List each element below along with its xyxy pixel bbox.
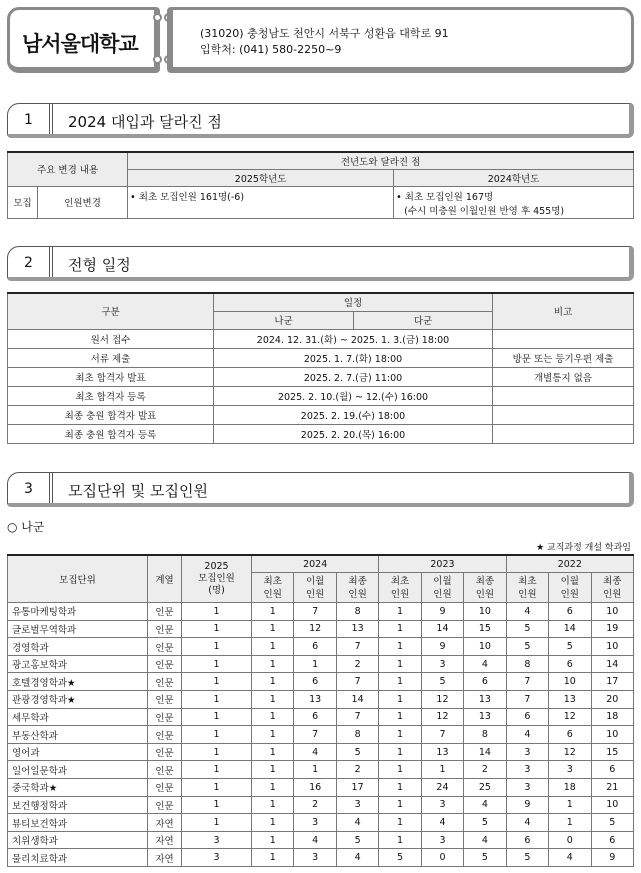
cell-carry-2024: 7 bbox=[294, 726, 336, 744]
header-unit: 모집단위 bbox=[8, 555, 148, 603]
university-name: 남서울대학교 bbox=[22, 32, 138, 56]
cell-quota-2025: 1 bbox=[182, 620, 252, 638]
table-row bbox=[8, 743, 634, 761]
schedule-date: 2025. 2. 20.(목) 16:00 bbox=[214, 424, 493, 443]
header-carry-2022: 이월 인원 bbox=[549, 573, 591, 603]
cell-final-2022: 14 bbox=[591, 655, 634, 673]
cell-carry-2024: 6 bbox=[294, 673, 336, 691]
header-carry-2023: 이월 인원 bbox=[421, 573, 463, 603]
cell-final-2024: 7 bbox=[336, 708, 378, 726]
cell-first-2024: 1 bbox=[252, 691, 294, 709]
cell-track: 인문 bbox=[148, 603, 182, 621]
cell-final-2022: 19 bbox=[591, 620, 634, 638]
header-da-group: 다군 bbox=[354, 311, 493, 329]
cell-quota-2025: 1 bbox=[182, 761, 252, 779]
header-final-2022: 최종 인원 bbox=[591, 573, 634, 603]
section-title: 모집단위 및 모집인원 bbox=[68, 482, 208, 500]
cell-final-2023: 10 bbox=[464, 638, 506, 656]
schedule-label: 최초 합격자 발표 bbox=[8, 367, 214, 386]
cell-track: 인문 bbox=[148, 743, 182, 761]
row-category: 모집 bbox=[8, 186, 38, 218]
cell-first-2024: 1 bbox=[252, 849, 294, 867]
cell-first-2023: 1 bbox=[379, 726, 421, 744]
cell-track: 자연 bbox=[148, 849, 182, 867]
header-final-2023: 최종 인원 bbox=[464, 573, 506, 603]
cell-first-2022: 8 bbox=[506, 655, 548, 673]
cell-final-2023: 5 bbox=[464, 849, 506, 867]
cell-carry-2022: 5 bbox=[549, 638, 591, 656]
cell-quota-2025: 1 bbox=[182, 673, 252, 691]
cell-unit: 뷰티보건학과 bbox=[8, 814, 148, 832]
header-year-2022: 2022 bbox=[506, 555, 633, 573]
schedule-note: 방문 또는 등기우편 제출 bbox=[493, 348, 634, 367]
cell-carry-2024: 4 bbox=[294, 831, 336, 849]
schedule-label: 원서 접수 bbox=[8, 329, 214, 348]
header-2024: 2024학년도 bbox=[394, 169, 634, 186]
cell-final-2022: 5 bbox=[591, 814, 634, 832]
cell-final-2023: 13 bbox=[464, 708, 506, 726]
cell-carry-2023: 9 bbox=[421, 603, 463, 621]
table-row bbox=[8, 620, 634, 638]
cell-final-2022: 20 bbox=[591, 691, 634, 709]
schedule-label: 서류 제출 bbox=[8, 348, 214, 367]
cell-unit: 세무학과 bbox=[8, 708, 148, 726]
cell-final-2024: 3 bbox=[336, 796, 378, 814]
cell-first-2023: 1 bbox=[379, 603, 421, 621]
cell-final-2024: 2 bbox=[336, 655, 378, 673]
cell-carry-2022: 3 bbox=[549, 761, 591, 779]
cell-first-2024: 1 bbox=[252, 603, 294, 621]
schedule-row bbox=[8, 405, 634, 424]
schedule-note bbox=[493, 329, 634, 348]
header-carry-2024: 이월 인원 bbox=[294, 573, 336, 603]
cell-final-2024: 7 bbox=[336, 673, 378, 691]
schedule-date: 2025. 2. 19.(수) 18:00 bbox=[214, 405, 493, 424]
cell-track: 인문 bbox=[148, 638, 182, 656]
group-subtitle: ○ 나군 bbox=[7, 520, 45, 534]
cell-final-2023: 8 bbox=[464, 726, 506, 744]
schedule-date: 2025. 1. 7.(화) 18:00 bbox=[214, 348, 493, 367]
schedule-note bbox=[493, 386, 634, 405]
cell-unit: 영어과 bbox=[8, 743, 148, 761]
cell-first-2022: 9 bbox=[506, 796, 548, 814]
cell-track: 인문 bbox=[148, 708, 182, 726]
cell-carry-2024: 1 bbox=[294, 655, 336, 673]
cell-first-2023: 1 bbox=[379, 761, 421, 779]
cell-first-2022: 3 bbox=[506, 743, 548, 761]
cell-first-2024: 1 bbox=[252, 831, 294, 849]
cell-first-2022: 4 bbox=[506, 603, 548, 621]
cell-final-2024: 8 bbox=[336, 726, 378, 744]
cell-final-2022: 21 bbox=[591, 779, 634, 797]
cell-carry-2024: 16 bbox=[294, 779, 336, 797]
circle-bullet-icon: ○ bbox=[7, 520, 22, 534]
cell-final-2023: 15 bbox=[464, 620, 506, 638]
cell-unit: 글로벌무역학과 bbox=[8, 620, 148, 638]
table-row bbox=[8, 726, 634, 744]
cell-first-2023: 1 bbox=[379, 655, 421, 673]
schedule-note bbox=[493, 405, 634, 424]
cell-final-2023: 6 bbox=[464, 673, 506, 691]
cell-quota-2025: 1 bbox=[182, 603, 252, 621]
cell-carry-2023: 24 bbox=[421, 779, 463, 797]
section-number: 2 bbox=[24, 255, 33, 271]
schedule-note bbox=[493, 424, 634, 443]
cell-carry-2024: 13 bbox=[294, 691, 336, 709]
cell-first-2022: 3 bbox=[506, 779, 548, 797]
cell-first-2024: 1 bbox=[252, 620, 294, 638]
cell-first-2023: 1 bbox=[379, 638, 421, 656]
cell-final-2023: 25 bbox=[464, 779, 506, 797]
cell-first-2024: 1 bbox=[252, 814, 294, 832]
schedule-row bbox=[8, 386, 634, 405]
cell-final-2023: 13 bbox=[464, 691, 506, 709]
cell-quota-2025: 3 bbox=[182, 831, 252, 849]
table-row bbox=[8, 849, 634, 867]
binder-ring-icon bbox=[153, 13, 162, 22]
cell-unit: 물리치료학과 bbox=[8, 849, 148, 867]
cell-first-2023: 1 bbox=[379, 743, 421, 761]
table-row bbox=[8, 673, 634, 691]
schedule-row bbox=[8, 424, 634, 443]
section-title: 2024 대입과 달라진 점 bbox=[68, 113, 222, 131]
cell-final-2022: 9 bbox=[591, 849, 634, 867]
cell-carry-2023: 13 bbox=[421, 743, 463, 761]
cell-quota-2025: 1 bbox=[182, 691, 252, 709]
table-row bbox=[8, 814, 634, 832]
cell-track: 인문 bbox=[148, 761, 182, 779]
cell-final-2023: 5 bbox=[464, 814, 506, 832]
cell-carry-2023: 12 bbox=[421, 691, 463, 709]
cell-first-2022: 4 bbox=[506, 814, 548, 832]
row-subcategory: 인원변경 bbox=[38, 186, 128, 218]
header-compare: 전년도와 달라진 점 bbox=[128, 152, 634, 169]
cell-unit: 광고홍보학과 bbox=[8, 655, 148, 673]
cell-carry-2022: 12 bbox=[549, 743, 591, 761]
cell-unit: 보건행정학과 bbox=[8, 796, 148, 814]
cell-carry-2023: 3 bbox=[421, 796, 463, 814]
cell-final-2023: 2 bbox=[464, 761, 506, 779]
table-row bbox=[8, 831, 634, 849]
section-divider bbox=[49, 103, 53, 134]
cell-final-2023: 4 bbox=[464, 796, 506, 814]
cell-carry-2024: 12 bbox=[294, 620, 336, 638]
header-division: 구분 bbox=[8, 293, 214, 329]
cell-unit: 호텔경영학과★ bbox=[8, 673, 148, 691]
section-1-header bbox=[7, 103, 634, 138]
cell-unit: 일어일문학과 bbox=[8, 761, 148, 779]
table-row bbox=[8, 638, 634, 656]
header-track: 계열 bbox=[148, 555, 182, 603]
cell-first-2023: 1 bbox=[379, 673, 421, 691]
cell-first-2023: 1 bbox=[379, 831, 421, 849]
table-row bbox=[8, 655, 634, 673]
cell-final-2024: 8 bbox=[336, 603, 378, 621]
cell-first-2024: 1 bbox=[252, 673, 294, 691]
section-3-header bbox=[7, 472, 634, 507]
cell-final-2024: 14 bbox=[336, 691, 378, 709]
cell-quota-2025: 1 bbox=[182, 779, 252, 797]
header-na-group: 나군 bbox=[214, 311, 354, 329]
cell-final-2024: 13 bbox=[336, 620, 378, 638]
cell-first-2024: 1 bbox=[252, 743, 294, 761]
cell-carry-2022: 0 bbox=[549, 831, 591, 849]
header-first-2022: 최초 인원 bbox=[506, 573, 548, 603]
binder-ring-icon bbox=[153, 55, 162, 64]
value-2024: • 최초 모집인원 167명 (수시 미충원 이월인원 반영 후 455명) bbox=[394, 186, 634, 218]
table-row bbox=[8, 603, 634, 621]
cell-first-2023: 1 bbox=[379, 796, 421, 814]
cell-first-2024: 1 bbox=[252, 779, 294, 797]
cell-carry-2022: 1 bbox=[549, 796, 591, 814]
cell-track: 인문 bbox=[148, 779, 182, 797]
schedule-row bbox=[8, 348, 634, 367]
cell-first-2023: 1 bbox=[379, 708, 421, 726]
header-year-2023: 2023 bbox=[379, 555, 506, 573]
cell-carry-2024: 3 bbox=[294, 849, 336, 867]
cell-carry-2023: 14 bbox=[421, 620, 463, 638]
schedule-date: 2024. 12. 31.(화) ~ 2025. 1. 3.(금) 18:00 bbox=[214, 329, 493, 348]
cell-first-2023: 1 bbox=[379, 620, 421, 638]
cell-first-2024: 1 bbox=[252, 761, 294, 779]
cell-quota-2025: 1 bbox=[182, 708, 252, 726]
table-row bbox=[8, 708, 634, 726]
schedule-table bbox=[7, 292, 634, 444]
cell-track: 인문 bbox=[148, 673, 182, 691]
cell-final-2024: 7 bbox=[336, 638, 378, 656]
cell-final-2022: 10 bbox=[591, 796, 634, 814]
header-first-2024: 최초 인원 bbox=[252, 573, 294, 603]
cell-track: 자연 bbox=[148, 814, 182, 832]
cell-quota-2025: 1 bbox=[182, 726, 252, 744]
header-schedule: 일정 bbox=[214, 293, 493, 311]
cell-carry-2022: 12 bbox=[549, 708, 591, 726]
schedule-row bbox=[8, 329, 634, 348]
cell-carry-2024: 1 bbox=[294, 761, 336, 779]
cell-first-2022: 6 bbox=[506, 831, 548, 849]
cell-first-2022: 6 bbox=[506, 708, 548, 726]
cell-first-2024: 1 bbox=[252, 796, 294, 814]
section-2-header bbox=[7, 246, 634, 281]
cell-track: 인문 bbox=[148, 726, 182, 744]
cell-final-2024: 2 bbox=[336, 761, 378, 779]
table-row bbox=[8, 691, 634, 709]
cell-first-2022: 4 bbox=[506, 726, 548, 744]
cell-carry-2024: 4 bbox=[294, 743, 336, 761]
cell-first-2022: 7 bbox=[506, 691, 548, 709]
cell-carry-2023: 0 bbox=[421, 849, 463, 867]
cell-first-2022: 5 bbox=[506, 849, 548, 867]
cell-first-2022: 7 bbox=[506, 673, 548, 691]
cell-quota-2025: 1 bbox=[182, 655, 252, 673]
cell-carry-2023: 3 bbox=[421, 831, 463, 849]
cell-carry-2024: 6 bbox=[294, 708, 336, 726]
cell-final-2022: 10 bbox=[591, 638, 634, 656]
cell-carry-2022: 18 bbox=[549, 779, 591, 797]
header-contact bbox=[200, 26, 449, 58]
cell-track: 인문 bbox=[148, 620, 182, 638]
cell-unit: 부동산학과 bbox=[8, 726, 148, 744]
cell-final-2024: 4 bbox=[336, 849, 378, 867]
cell-unit: 관광경영학과★ bbox=[8, 691, 148, 709]
table-row bbox=[8, 761, 634, 779]
cell-first-2024: 1 bbox=[252, 708, 294, 726]
teaching-course-note: ★ 교직과정 개설 학과임 bbox=[536, 543, 631, 553]
cell-quota-2025: 1 bbox=[182, 796, 252, 814]
cell-quota-2025: 3 bbox=[182, 849, 252, 867]
schedule-note: 개별통지 없음 bbox=[493, 367, 634, 386]
cell-carry-2024: 2 bbox=[294, 796, 336, 814]
cell-carry-2023: 12 bbox=[421, 708, 463, 726]
cell-final-2022: 15 bbox=[591, 743, 634, 761]
schedule-label: 최초 합격자 등록 bbox=[8, 386, 214, 405]
header-name-box bbox=[7, 7, 160, 73]
cell-first-2024: 1 bbox=[252, 655, 294, 673]
schedule-date: 2025. 2. 10.(월) ~ 12.(수) 16:00 bbox=[214, 386, 493, 405]
cell-quota-2025: 1 bbox=[182, 638, 252, 656]
cell-first-2024: 1 bbox=[252, 638, 294, 656]
cell-first-2023: 5 bbox=[379, 849, 421, 867]
cell-carry-2023: 7 bbox=[421, 726, 463, 744]
schedule-label: 최종 충원 합격자 발표 bbox=[8, 405, 214, 424]
cell-final-2022: 6 bbox=[591, 831, 634, 849]
cell-final-2022: 18 bbox=[591, 708, 634, 726]
cell-final-2022: 10 bbox=[591, 726, 634, 744]
cell-unit: 유통마케팅학과 bbox=[8, 603, 148, 621]
cell-quota-2025: 1 bbox=[182, 743, 252, 761]
cell-carry-2022: 10 bbox=[549, 673, 591, 691]
cell-final-2022: 10 bbox=[591, 603, 634, 621]
cell-carry-2022: 1 bbox=[549, 814, 591, 832]
cell-carry-2023: 5 bbox=[421, 673, 463, 691]
section-title: 전형 일정 bbox=[68, 256, 131, 274]
cell-final-2023: 14 bbox=[464, 743, 506, 761]
schedule-date: 2025. 2. 7.(금) 11:00 bbox=[214, 367, 493, 386]
cell-final-2024: 17 bbox=[336, 779, 378, 797]
cell-carry-2024: 7 bbox=[294, 603, 336, 621]
cell-carry-2022: 14 bbox=[549, 620, 591, 638]
cell-final-2023: 10 bbox=[464, 603, 506, 621]
header-first-2023: 최초 인원 bbox=[379, 573, 421, 603]
cell-carry-2022: 4 bbox=[549, 849, 591, 867]
cell-track: 인문 bbox=[148, 655, 182, 673]
cell-carry-2023: 1 bbox=[421, 761, 463, 779]
section-divider bbox=[49, 472, 53, 503]
header-2025: 2025학년도 bbox=[128, 169, 394, 186]
cell-final-2022: 17 bbox=[591, 673, 634, 691]
cell-carry-2022: 13 bbox=[549, 691, 591, 709]
table-row bbox=[8, 779, 634, 797]
cell-unit: 중국학과★ bbox=[8, 779, 148, 797]
cell-track: 인문 bbox=[148, 691, 182, 709]
cell-carry-2023: 4 bbox=[421, 814, 463, 832]
quota-table bbox=[7, 554, 634, 867]
changes-table bbox=[7, 151, 634, 219]
cell-track: 인문 bbox=[148, 796, 182, 814]
cell-unit: 치위생학과 bbox=[8, 831, 148, 849]
cell-track: 자연 bbox=[148, 831, 182, 849]
table-row bbox=[8, 796, 634, 814]
cell-first-2023: 1 bbox=[379, 779, 421, 797]
cell-final-2024: 5 bbox=[336, 831, 378, 849]
cell-quota-2025: 1 bbox=[182, 814, 252, 832]
cell-first-2022: 5 bbox=[506, 638, 548, 656]
schedule-row bbox=[8, 367, 634, 386]
cell-first-2022: 3 bbox=[506, 761, 548, 779]
header-note: 비고 bbox=[493, 293, 634, 329]
cell-first-2022: 5 bbox=[506, 620, 548, 638]
cell-final-2024: 4 bbox=[336, 814, 378, 832]
phone: 입학처: (041) 580-2250~9 bbox=[200, 43, 342, 56]
cell-carry-2022: 6 bbox=[549, 726, 591, 744]
header-main: 주요 변경 내용 bbox=[8, 152, 128, 186]
cell-carry-2023: 3 bbox=[421, 655, 463, 673]
schedule-label: 최종 충원 합격자 등록 bbox=[8, 424, 214, 443]
section-number: 1 bbox=[24, 112, 33, 128]
section-divider bbox=[49, 246, 53, 277]
cell-final-2022: 6 bbox=[591, 761, 634, 779]
value-2025: • 최초 모집인원 161명(-6) bbox=[128, 186, 394, 218]
cell-final-2023: 4 bbox=[464, 831, 506, 849]
cell-final-2024: 5 bbox=[336, 743, 378, 761]
cell-first-2023: 1 bbox=[379, 814, 421, 832]
header-final-2024: 최종 인원 bbox=[336, 573, 378, 603]
cell-first-2023: 1 bbox=[379, 691, 421, 709]
header-2025-quota: 2025 모집인원 (명) bbox=[182, 555, 252, 603]
header-year-2024: 2024 bbox=[252, 555, 379, 573]
cell-carry-2024: 3 bbox=[294, 814, 336, 832]
cell-carry-2022: 6 bbox=[549, 603, 591, 621]
cell-first-2024: 1 bbox=[252, 726, 294, 744]
cell-carry-2022: 6 bbox=[549, 655, 591, 673]
address: (31020) 충청남도 천안시 서북구 성환읍 대학로 91 bbox=[200, 27, 449, 40]
cell-carry-2023: 9 bbox=[421, 638, 463, 656]
cell-unit: 경영학과 bbox=[8, 638, 148, 656]
section-number: 3 bbox=[24, 481, 33, 497]
cell-final-2023: 4 bbox=[464, 655, 506, 673]
cell-carry-2024: 6 bbox=[294, 638, 336, 656]
